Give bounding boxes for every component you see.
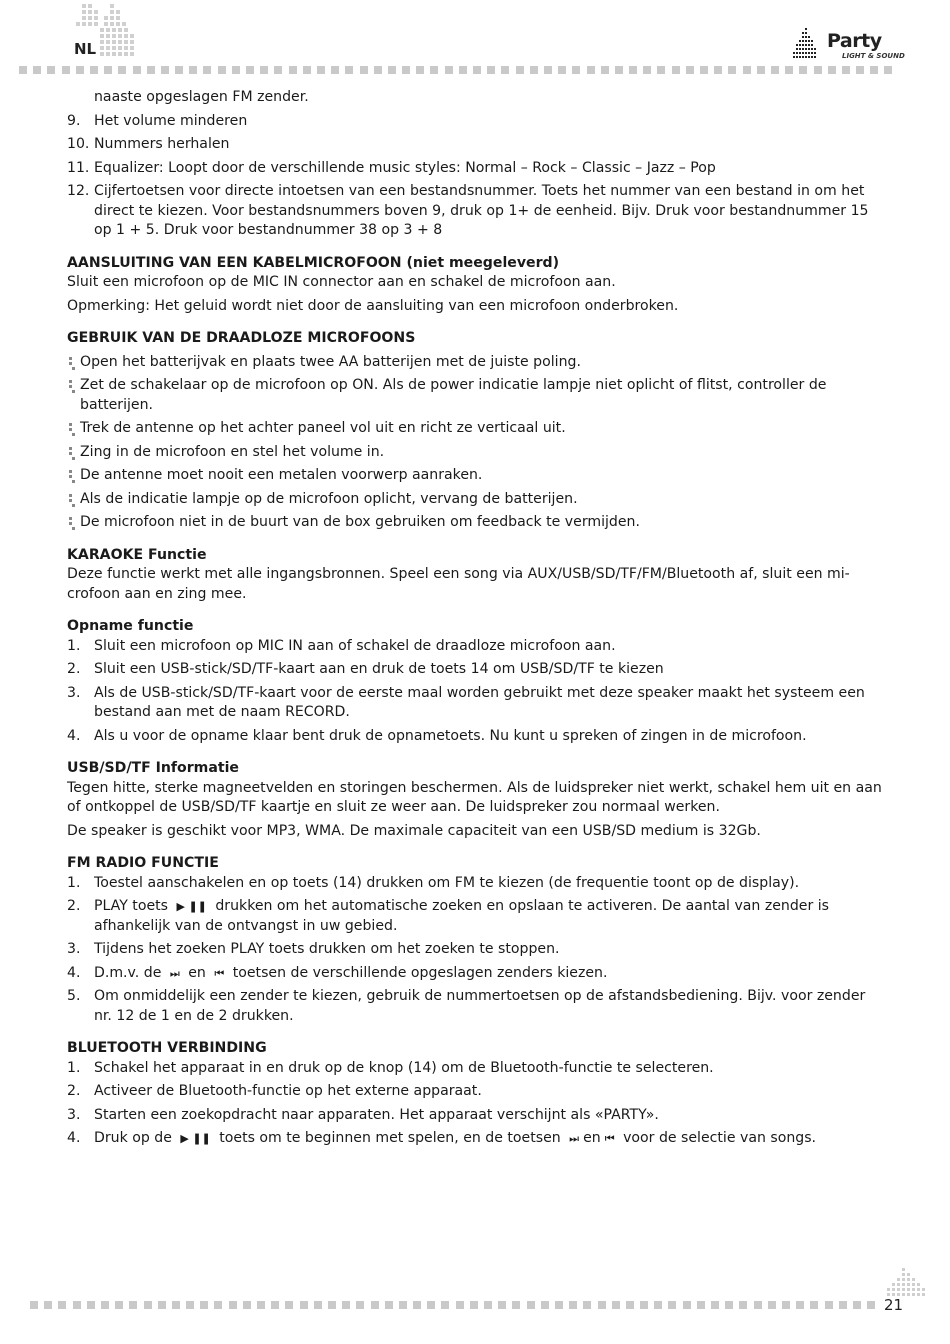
bullet-icon bbox=[67, 513, 80, 533]
list-item: 1. Sluit een microfoon op MIC IN aan of schakel de draadloze microfoon aan. bbox=[67, 637, 616, 654]
equalizer-logo-footer bbox=[882, 1268, 930, 1298]
language-label: NL bbox=[74, 40, 97, 58]
bullet-icon bbox=[67, 490, 80, 510]
bullet-icon bbox=[67, 443, 80, 463]
section-heading-fm: FM RADIO FUNCTIE bbox=[67, 855, 219, 871]
paragraph: De speaker is geschikt voor MP3, WMA. De maximale capaciteit van een USB/SD medium is 32Gb. bbox=[67, 822, 761, 839]
paragraph: Tegen hitte, sterke magneetvelden en storingen beschermen. Als de luidspreker niet werkt, schakel hem uit en aan of ontkoppel de USB/SD/TF kaartje en sluit ze weer aan. De luidspreker zou normaal werken. bbox=[67, 779, 882, 815]
list-item: 3. Starten een zoekopdracht naar apparaten. Het apparaat verschijnt als «PARTY». bbox=[67, 1106, 659, 1123]
paragraph: Sluit een microfoon op de MIC IN connector aan en schakel de microfoon aan. bbox=[67, 274, 616, 290]
list-item: 1. Toestel aanschakelen en op toets (14) drukken om FM te kiezen (de frequentie toont op de display). bbox=[67, 874, 800, 891]
header-divider bbox=[19, 66, 892, 74]
footer-divider bbox=[30, 1301, 875, 1309]
paragraph: Deze functie werkt met alle ingangsbronnen. Speel een song via AUX/USB/SD/TF/FM/Bluetooth af, sluit een mi-crofoon aan en zing mee. bbox=[67, 566, 850, 602]
list-item: 3. Als de USB-stick/SD/TF-kaart voor de eerste maal worden gebruikt met deze speaker maakt het systeem een bestand aan met de naam RECORD. bbox=[67, 684, 865, 720]
list-item: 5. Om onmiddelijk een zender te kiezen, gebruik de nummertoetsen op de afstandsbediening. Bijv. voor zender nr. 12 de 1 en de 2 drukken. bbox=[67, 988, 866, 1024]
bullet-icon bbox=[67, 376, 80, 415]
list-item: 4. D.m.v. de ⏭ en ⏮ toetsen de verschillende opgeslagen zenders kiezen. bbox=[67, 964, 887, 984]
section-heading-usb: USB/SD/TF Informatie bbox=[67, 760, 239, 776]
brand-name: Party bbox=[827, 30, 882, 52]
play-pause-icon: ▶ ❚❚ bbox=[176, 900, 207, 913]
bullet-item: De microfoon niet in de buurt van de box gebruiken om feedback te vermijden. bbox=[67, 513, 887, 533]
page-content bbox=[67, 88, 887, 1149]
previous-track-icon: ⏮ bbox=[604, 1132, 615, 1145]
paragraph: Opmerking: Het geluid wordt niet door de aansluiting van een microfoon onderbroken. bbox=[67, 297, 679, 314]
bullet-item: De antenne moet nooit een metalen voorwerp aanraken. bbox=[67, 466, 887, 486]
section-heading-wireless-mic: GEBRUIK VAN DE DRAADLOZE MICROFOONS bbox=[67, 330, 416, 346]
list-item-continuation: naaste opgeslagen FM zender. bbox=[94, 89, 309, 105]
list-item: 2. PLAY toets ▶ ❚❚ drukken om het automatische zoeken en opslaan te activeren. De aantal van zender is afhankelijk van de ontvangst in uw gebied. bbox=[67, 898, 829, 934]
list-item: 3. Tijdens het zoeken PLAY toets drukken om het zoeken te stoppen. bbox=[67, 941, 560, 957]
section-heading-cable-mic: AANSLUITING VAN EEN KABELMICROFOON (niet meegeleverd) bbox=[67, 254, 560, 271]
list-item: 2. Sluit een USB-stick/SD/TF-kaart aan en druk de toets 14 om USB/SD/TF te kiezen bbox=[67, 661, 664, 677]
play-pause-icon: ▶ ❚❚ bbox=[180, 1132, 211, 1145]
section-heading-recording: Opname functie bbox=[67, 618, 194, 634]
next-track-icon: ⏭ bbox=[569, 1132, 580, 1145]
page-number: 21 bbox=[884, 1296, 904, 1314]
list-item: 10. Nummers herhalen bbox=[67, 136, 230, 152]
bullet-item: Trek de antenne op het achter paneel vol uit en richt ze verticaal uit. bbox=[67, 419, 887, 439]
bullet-icon bbox=[67, 466, 80, 486]
list-item: 4. Druk op de ▶ ❚❚ toets om te beginnen met spelen, en de toetsen ⏭ en ⏮ voor de selectie van songs. bbox=[67, 1129, 887, 1149]
bullet-icon bbox=[67, 353, 80, 373]
brand-subtitle: LIGHT & SOUND bbox=[842, 52, 905, 60]
list-item: 2. Activeer de Bluetooth-functie op het externe apparaat. bbox=[67, 1083, 482, 1099]
previous-track-icon: ⏮ bbox=[214, 966, 225, 980]
list-item: 11. Equalizer: Loopt door de verschillende music styles: Normal – Rock – Classic – Jazz – Pop bbox=[67, 159, 716, 176]
list-item: 9. Het volume minderen bbox=[67, 112, 248, 129]
list-item: 12. Cijfertoetsen voor directe intoetsen van een bestandsnummer. Toets het nummer van een bestand in om het direct te kiezen. Voor bestandsnummers boven 9, druk op 1+ de eenheid. Bijv. Druk voor bestandnummer 15 op 1 + 5. Druk voor bestandnummer 38 op 3 + 8 bbox=[67, 183, 869, 238]
bullet-icon bbox=[67, 419, 80, 439]
bullet-item: Als de indicatie lampje op de microfoon oplicht, vervang de batterijen. bbox=[67, 490, 887, 510]
list-item: 1. Schakel het apparaat in en druk op de knop (14) om de Bluetooth-functie te selecteren. bbox=[67, 1059, 714, 1076]
section-heading-karaoke: KARAOKE Functie bbox=[67, 546, 207, 563]
bullet-item: Zing in de microfoon en stel het volume in. bbox=[67, 443, 887, 463]
list-item: 4. Als u voor de opname klaar bent druk de opnametoets. Nu kunt u spreken of zingen in de microfoon. bbox=[67, 727, 807, 744]
next-track-icon: ⏭ bbox=[169, 966, 180, 980]
bullet-item: Zet de schakelaar op de microfoon op ON. Als de power indicatie lampje niet oplicht of flitst, controller de batterijen. bbox=[67, 376, 887, 415]
bullet-item: Open het batterijvak en plaats twee AA batterijen met de juiste poling. bbox=[67, 353, 887, 373]
section-heading-bluetooth: BLUETOOTH VERBINDING bbox=[67, 1040, 267, 1056]
